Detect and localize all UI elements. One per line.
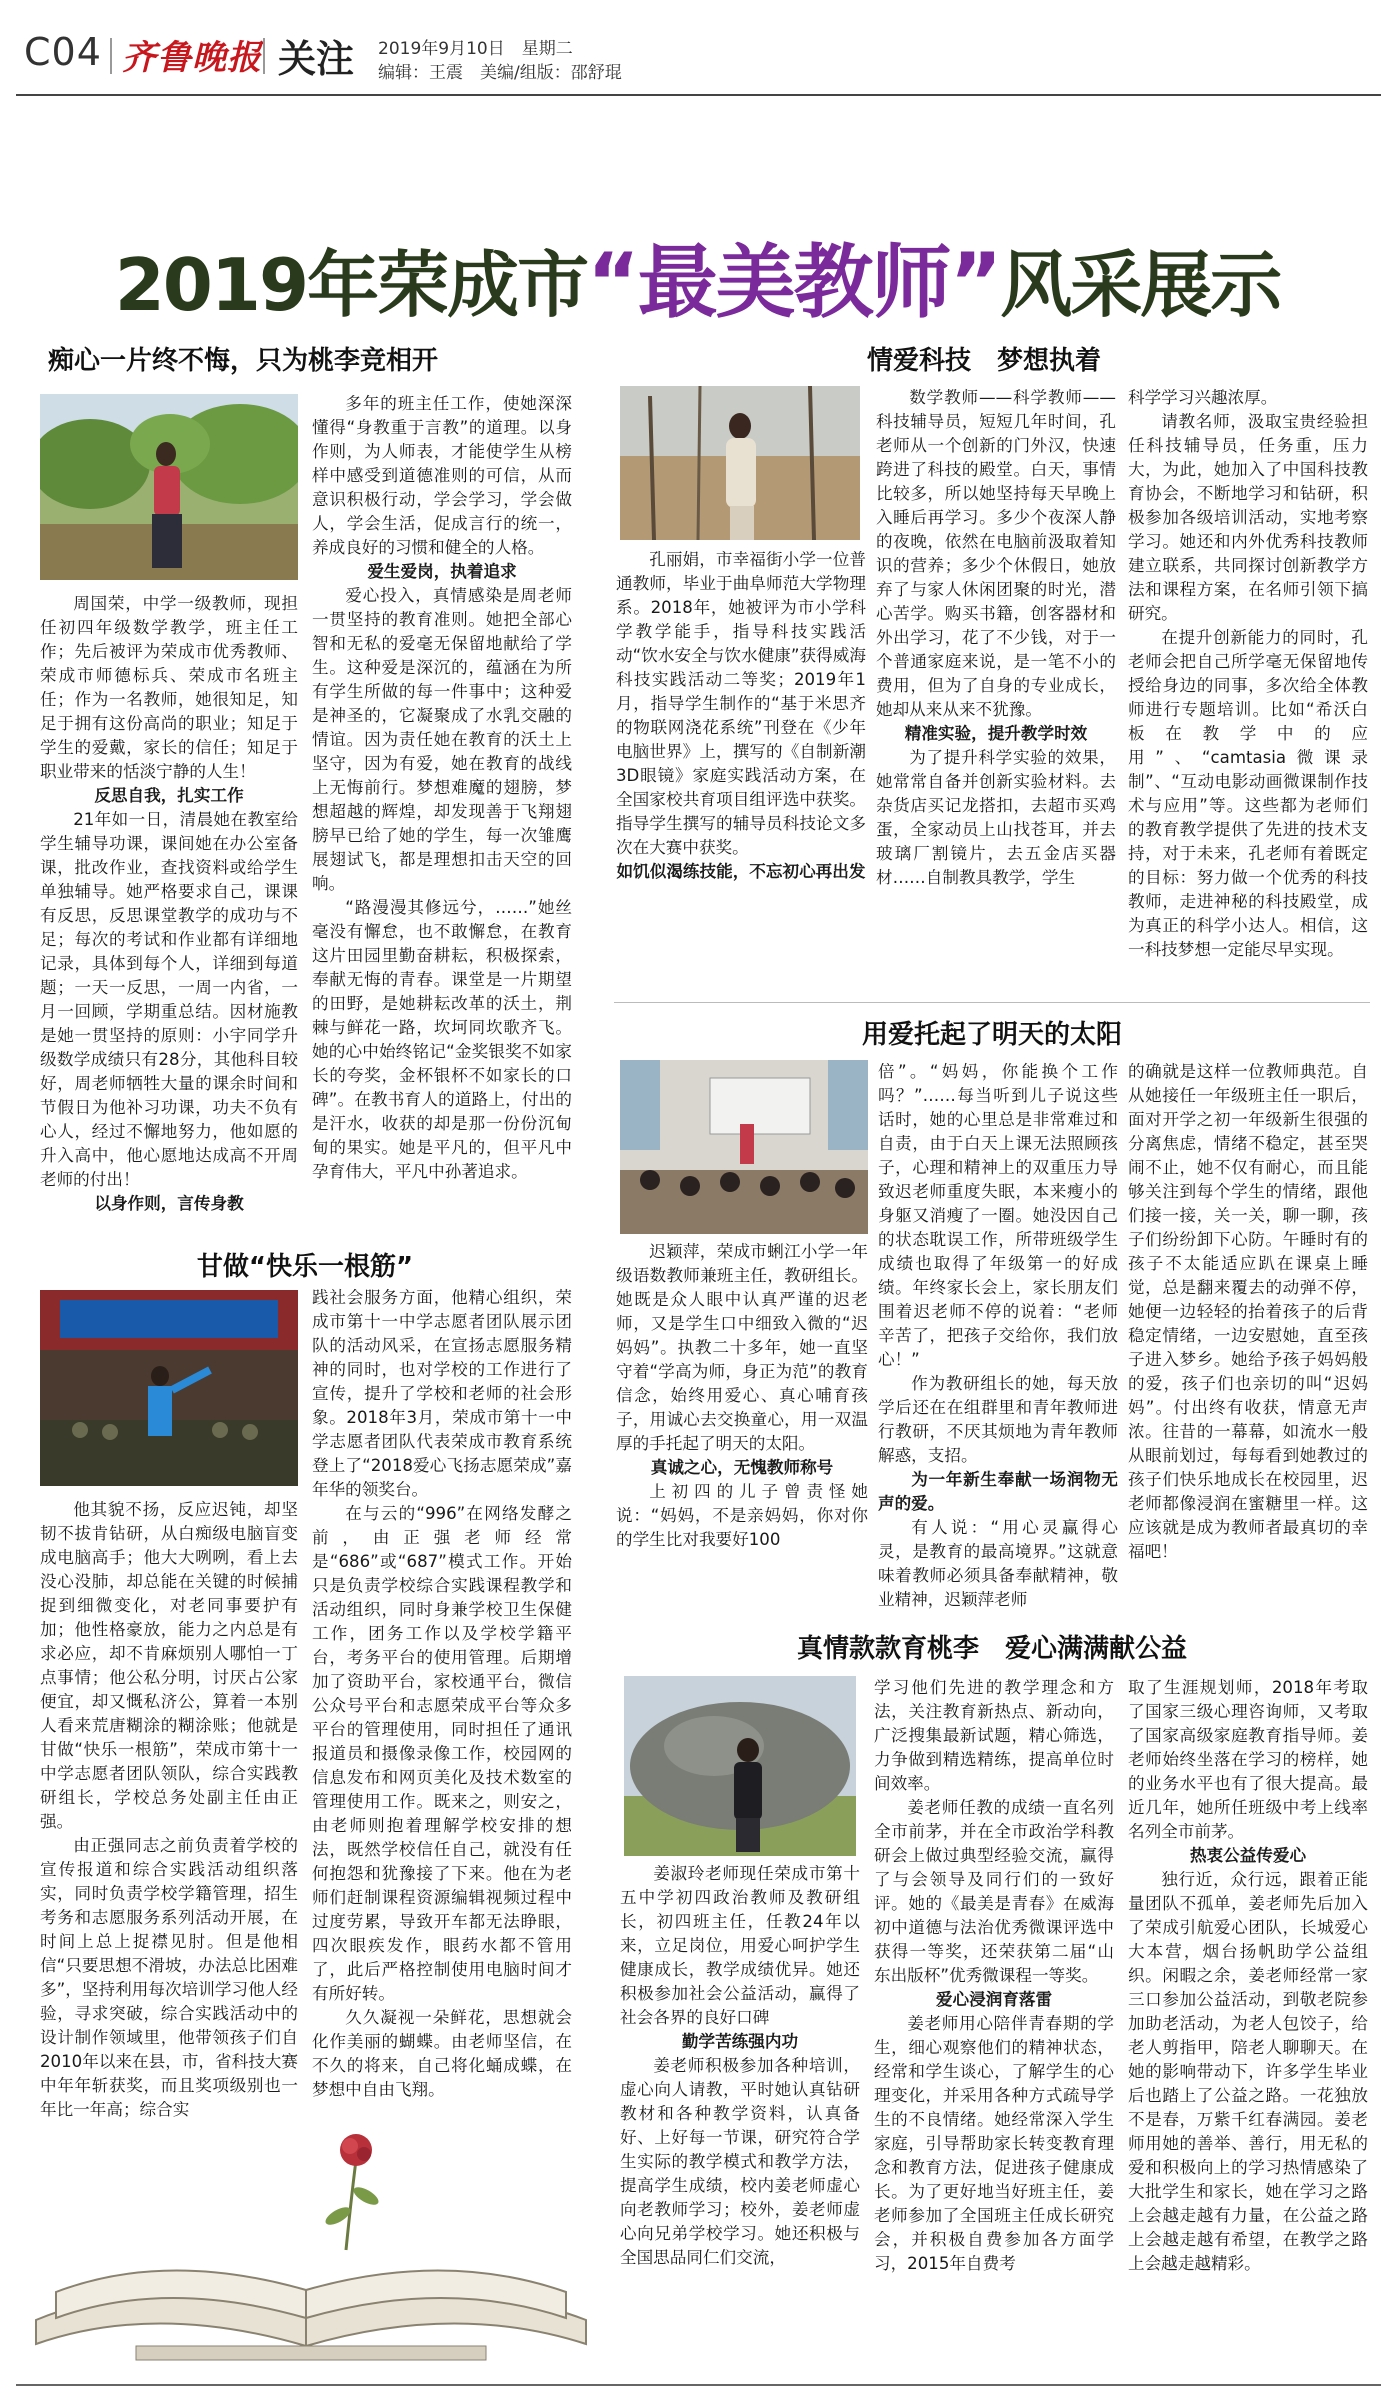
article2-para: 科学学习兴趣浓厚。 <box>1128 388 1278 407</box>
article1-para: 爱心投入，真情感染是周老师一贯坚持的教育准则。她把全部心智和无私的爱毫无保留地献给了学生。这种爱是深沉的，蕴涵在为所有学生所做的每一件事中；这种爱是神圣的，它凝聚成了水乳交融的情谊。因为责任她在教育的沃土上坚守，因为有爱，她在教育的战线上无悔前行。梦想难魔的翅膀，梦想超越的辉煌，却发现善于飞翔翅膀早已给了她的学生，每一次雏鹰展翅试飞，都是理想扣击天空的回响。 <box>312 586 572 893</box>
article1-subhead: 爱生爱岗，执着追求 <box>367 562 517 581</box>
article5-para: 学习他们先进的教学理念和方法，关注教育新热点、新动向，广泛搜集最新试题，精心筛选，力争做到精选精练，提高单位时间效率。 <box>874 1678 1114 1793</box>
teacher-photo-stage <box>40 1290 298 1486</box>
footer-rule <box>16 2384 1381 2386</box>
article4-subhead: 真诚之心，无愧教师称号 <box>650 1458 834 1477</box>
article2-para: 为了提升科学实验的效果，她常常自备并创新实验材料。去杂货店买记龙搭扣，去超市买鸡蛋，全家动员上山找苍耳，并去玻璃厂割镜片，去五金店买器材……自制教具教学，学生 <box>876 748 1116 887</box>
article5-subhead: 爱心浸润育落雷 <box>935 1990 1053 2009</box>
article4-para: 倍”。“妈妈，你能换个工作吗？”……每当听到儿子说这些话时，她的心里总是非常难过和自责，由于白天上课无法照顾孩子，心理和精神上的双重压力导致迟老师重度失眠，本来瘦小的身躯又消瘦了一圈。她没因自己的状态耽误工作，所带班级学生成绩也取得了年级第一的好成绩。年终家长会上，家长朋友们围着迟老师不停的说着：“老师辛苦了，把孩子交给你，我们放心！” <box>878 1062 1118 1369</box>
article2-photo <box>620 386 860 540</box>
article4-para: 迟颖萍，荣成市蜊江小学一年级语数教师兼班主任，教研组长。她既是众人眼中认真严谨的迟老师，又是学生口中细致入微的“迟妈妈”。执教二十多年，她一直坚守着“学高为师，身正为范”的教育信念，始终用爱心、真心哺育孩子，用诚心去交换童心，用一双温厚的手托起了明天的太阳。 <box>616 1242 868 1453</box>
books-and-flower-icon <box>16 2120 606 2370</box>
article3-col2 <box>312 1286 572 2118</box>
article2-subhead: 精准实验，提升教学时效 <box>904 724 1088 743</box>
banner-part2: “最美教师” <box>587 236 1001 329</box>
article2-subhead: 如饥似渴练技能，不忘初心再出发 <box>616 862 866 881</box>
article2-para: 请教名师，汲取宝贵经验担任科技辅导员，任务重，压力大，为此，她加入了中国科技教育协会，不断地学习和钻研，积极参加各级培训活动，实地考察学习。她还和内外优秀科技教师建立联系，共同探讨创新教学方法和课程方案，在名师引领下搞研究。 <box>1128 412 1368 623</box>
article4-para: 有人说：“用心灵赢得心灵，是教育的最高境界。”这就意味着教师必须具备奉献精神，敬业精神，迟颖萍老师 <box>878 1518 1118 1609</box>
article4-col1 <box>616 1240 868 1612</box>
article4-para: 的确就是这样一位教师典范。自从她接任一年级班主任一职后，面对开学之初一年级新生很强的分离焦虑，情绪不稳定，甚至哭闹不止，她不仅有耐心，而且能够关注到每个学生的情绪，跟他们接一接，关一关，聊一聊，孩子们纷纷卸下心防。午睡时有的孩子不太能适应趴在课桌上睡觉，总是翻来覆去的动弹不停，她便一边轻轻的抬着孩子的后背稳定情绪，一边安慰她，直至孩子进入梦乡。她给予孩子妈妈般的爱，孩子们也亲切的叫“迟妈妈”。付出终有收获，情意无声浓。往昔的一幕幕，如流水一般从眼前划过，每每看到她教过的孩子们快乐地成长在校园里，迟老师都像浸润在蜜糖里一样。这应该就是成为教师者最真切的幸福吧！ <box>1128 1062 1368 1561</box>
article3-para: 践社会服务方面，他精心组织，荣成市第十一中学志愿者团队展示团队的活动风采，在宣扬志愿服务精神的同时，也对学校的工作进行了宣传，提升了学校和老师的社会形象。2018年3月，荣成市第十一中学志愿者团队代表荣成市教育系统登上了“2018爱心飞扬志愿荣成”嘉年华的领奖台。 <box>312 1288 572 1499</box>
article5-col3 <box>1128 1676 1368 2342</box>
article4-subhead: 为一年新生奉献一场润物无声的爱。 <box>878 1470 1118 1513</box>
article5-para: 姜老师任教的成绩一直名列全市前茅，并在全市政治学科教研会上做过典型经验交流，赢得了与会领导及同行们的一致好评。她的《最美是青春》在威海初中道德与法治优秀微课评选中获得一等奖，还荣获第二届“山东出版杯”优秀微课程一等奖。 <box>874 1798 1114 1985</box>
article5-subhead: 热衷公益传爱心 <box>1189 1846 1307 1865</box>
article5-para: 取了生涯规划师，2018年考取了国家三级心理咨询师，又考取了国家高级家庭教育指导师。姜老师始终坐落在学习的榜样，她的业务水平也有了很大提高。最近几年，她所任班级中考上线率名列全市前茅。 <box>1128 1678 1368 1841</box>
article3-para: 久久凝视一朵鲜花，思想就会化作美丽的蝴蝶。由老师坚信，在不久的将来，自己将化蛹成蝶，在梦想中自由飞翔。 <box>312 2008 572 2099</box>
article1-subhead: 以身作则，言传身教 <box>94 1194 244 1213</box>
article1-col2 <box>312 392 572 1222</box>
article2-col1 <box>616 548 866 998</box>
article1-title: 痴心一片终不悔，只为桃李竞相开 <box>48 346 439 376</box>
article2-title: 情爱科技 梦想执着 <box>866 346 1101 376</box>
article2-para: 孔丽娟，市幸福街小学一位普通教师，毕业于曲阜师范大学物理系。2018年，她被评为市小学科学教学能手，指导科技实践活动“饮水安全与饮水健康”获得威海科技实践活动二等奖；2019年1月，指导学生制作的“基于米思齐的物联网浇花系统”刊登在《少年电脑世界》上，撰写的《自制新潮3D眼镜》家庭实践活动方案，在全国家校共育项目组评选中获奖。指导学生撰写的辅导员科技论文多次在大赛中获奖。 <box>616 550 866 857</box>
teacher-photo-autumn <box>620 386 860 540</box>
article3-para: 在与云的“996”在网络发酵之前，由正强老师经常是“686”或“687”模式工作。开始只是负责学校综合实践课程教学和活动组织，同时身兼学校卫生保健工作，团务工作以及学校学籍平台，考务平台的使用管理。后期增加了资助平台，家校通平台，微信公众号平台和志愿荣成平台等众多平台的管理使用，同时担任了通讯报道员和摄像录像工作，校园网的信息发布和网页美化及技术数室的管理使用工作。既来之，则安之，由老师则抱着理解学校安排的想法，既然学校信任自己，就没有任何抱怨和犹豫接了下来。他在为老师们赶制课程资源编辑视频过程中过度劳累，导致开车都无法睁眼，四次眼疾发作，眼药水都不管用了，此后严格控制使用电脑时间才有所好转。 <box>312 1504 572 2003</box>
banner-part1: 2019年荣成市 <box>114 243 588 327</box>
section-divider <box>614 1002 1370 1003</box>
banner-part3: 风采展示 <box>1000 243 1281 327</box>
article1-para: “路漫漫其修远兮，……”她丝毫没有懈怠，也不敢懈怠，在教育这片田园里勤奋耕耘，积极探索，奉献无悔的青春。课堂是一片期望的田野，是她耕耘改革的沃土，荆棘与鲜花一路，坎坷同坎歌齐飞。她的心中始终铭记“金奖银奖不如家长的夸奖，金杯银杯不如家长的口碑”。在教书育人的道路上，付出的是汗水，收获的却是那一份份沉甸甸的果实。她是平凡的，但平凡中孕育伟大，平凡中孙著追求。 <box>312 898 572 1181</box>
article5-col1 <box>620 1862 860 2342</box>
banner-title <box>0 218 1395 329</box>
article3-photo <box>40 1290 298 1486</box>
article1-col1 <box>40 592 298 1304</box>
article4-col3 <box>1128 1060 1368 1612</box>
teacher-photo-orchard <box>40 394 298 580</box>
section-title: 关注 <box>278 37 355 81</box>
article2-para: 数学教师——科学教师——科技辅导员，短短几年时间，孔老师从一个创新的门外汉，快速跨进了科技的殿堂。白天，事情比较多，所以她坚持每天早晚上入睡后再学习。多少个夜深人静的夜晚，依然在电脑前汲取着知识的营养；多少个休假日，她放弃了与家人休闲团聚的时光，潜心苦学。购买书籍，创客器材和外出学习，花了不少钱，对于一个普通家庭来说，是一笔不小的费用，但为了自身的专业成长，她却从来从来不犹豫。 <box>876 388 1116 719</box>
header-rule <box>16 94 1381 96</box>
teacher-photo-rock <box>624 1676 856 1856</box>
article1-para: 21年如一日，清晨她在教室给学生辅导功课，课间她在办公室备课，批改作业，查找资料或给学生单独辅导。她严格要求自己，课课有反思，反思课堂教学的成功与不足；每次的考试和作业都有详细地记录，具体到每个人，详细到每道题；一天一反思，一周一内省，一月一回顾，学期重总结。因材施教是她一贯坚持的原则：小宇同学升级数学成绩只有28分，其他科目较好，周老师牺牲大量的课余时间和节假日为他补习功课，功夫不负有心人，经过不懈地努力，他如愿的升入高中，他心愿地达成高不开周老师的付出！ <box>40 810 298 1189</box>
article5-photo <box>624 1676 856 1856</box>
header-divider <box>110 38 112 74</box>
article1-para: 周国荣，中学一级教师，现担任初四年级数学教学，班主任工作；先后被评为荣成市优秀教师、荣成市师德标兵、荣成市名班主任；作为一名教师，她很知足，知足于拥有这份高尚的职业；知足于学生的爱戴，家长的信任；知足于职业带来的恬淡宁静的人生！ <box>40 594 298 781</box>
article1-subhead: 反思自我，扎实工作 <box>94 786 244 805</box>
article3-title: 甘做“快乐一根筋” <box>196 1252 414 1282</box>
page-number: C04 <box>24 30 102 74</box>
article5-para: 独行近，众行远，跟着正能量团队不孤单，姜老师先后加入了荣成引航爱心团队，长城爱心大本营，烟台扬帆助学公益组织。闲暇之余，姜老师经常一家三口参加公益活动，到敬老院参加助老活动，为老人包饺子，给老人剪指甲，陪老人聊聊天。在她的影响带动下，许多学生毕业后也踏上了公益之路。一花独放不是春，万紫千红春满园。姜老师用她的善举、善行，用无私的爱和积极向上的学习热情感染了大批学生和家长，她在学习之路上会越走越有力量，在公益之路上会越走越有希望，在教学之路上会越走越精彩。 <box>1128 1870 1368 2273</box>
article4-para: 上初四的儿子曾责怪她说：“妈妈，不是亲妈妈，你对你的学生比对我要好100 <box>616 1482 868 1549</box>
article4-para: 作为教研组长的她，每天放学后还在在组群里和青年教师进行教研，不厌其烦地为青年教师解惑，支招。 <box>878 1374 1118 1465</box>
article4-title: 用爱托起了明天的太阳 <box>861 1020 1122 1050</box>
article4-photo <box>620 1060 868 1234</box>
article2-col2 <box>876 386 1116 998</box>
classroom-photo <box>620 1060 868 1234</box>
article1-photo <box>40 394 298 580</box>
books-and-flower-decoration <box>16 2120 606 2370</box>
article2-col3 <box>1128 386 1368 998</box>
article5-para: 姜老师积极参加各种培训，虚心向人请教，平时她认真钻研教材和各种教学资料，认真备好、上好每一节课，研究符合学生实际的教学模式和教学方法，提高学生成绩，校内姜老师虚心向老教师学习；校外，姜老师虚心向兄弟学校学习。她还积极与全国思品同仁们交流， <box>620 2056 860 2267</box>
article5-title: 真情款款育桃李 爱心满满献公益 <box>796 1634 1187 1664</box>
article3-para: 由正强同志之前负责着学校的宣传报道和综合实践活动组织落实，同时负责学校学籍管理，招生考务和志愿服务系列活动开展，在时间上总上捉襟见肘。但是他相信“只要思想不滑坡，办法总比困难多”，坚持利用每次培训学习他人经验，寻求突破，综合实践活动中的设计制作领域里，他带领孩子们自2010年以来在县，市，省科技大赛中年年斩获奖，而且奖项级别也一年比一年高；综合实 <box>40 1836 298 2118</box>
issue-date: 2019年9月10日 星期二 <box>378 39 573 59</box>
paper-logo: 齐鲁晚报 <box>122 38 262 78</box>
article1-para: 多年的班主任工作，使她深深懂得“身教重于言教”的道理。以身作则，为人师表，才能使学生从榜样中感受到道德准则的可信，从而意识积极行动，学会学习，学会做人，学会生活，促成言行的统一，养成良好的习惯和健全的人格。 <box>312 394 572 557</box>
article5-para: 姜淑玲老师现任荣成市第十五中学初四政治教师及教研组长，初四班主任，任教24年以来，立足岗位，用爱心呵护学生健康成长，教学成绩优异。她还积极参加社会公益活动，赢得了社会各界的良好口碑 <box>620 1864 860 2027</box>
header-divider-2 <box>263 38 265 74</box>
article2-para: 在提升创新能力的同时，孔老师会把自己所学毫无保留地传授给身边的同事，多次给全体教师进行专题培训。比如“希沃白板在教学中的应用”、“camtasia微课录制”、“互动电影动画微课制作技术与应用”等。这些都为老师们的教育教学提供了先进的技术支持，对于未来，孔老师有着既定的目标：努力做一个优秀的科技教师，走进神秘的科技殿堂，成为真正的科学小达人。相信，这一科技梦想一定能尽早实现。 <box>1128 628 1368 959</box>
article3-col1 <box>40 1498 298 2118</box>
article4-col2 <box>878 1060 1118 1612</box>
editor-credit: 编辑：王震 美编/组版：邵舒琨 <box>378 63 622 83</box>
article3-para: 他其貌不扬，反应迟钝，却坚韧不拔肯钻研，从白痴级电脑盲变成电脑高手；他大大咧咧，看上去没心没肺，却总能在关键的时候捕捉到细微变化，对老同事要护有加；他性格豪放，能力之内总是有求必应，却不肯麻烦别人哪怕一丁点事情；他公私分明，讨厌占公家便宜，却又慨私济公，算着一本别人看来荒唐糊涂的糊涂账；他就是甘做“快乐一根筋”，荣成市第十一中学志愿者团队领队，综合实践教研组长，学校总务处副主任由正强。 <box>40 1500 298 1831</box>
page-header <box>0 0 1395 100</box>
article5-col2 <box>874 1676 1114 2342</box>
article5-para: 姜老师用心陪伴青春期的学生，细心观察他们的精神状态，经常和学生谈心，了解学生的心理变化，并采用各种方式疏导学生的不良情绪。她经常深入学生家庭，引导帮助家长转变教育理念和教育方法，促进孩子健康成长。为了更好地当好班主任，姜老师参加了全国班主任成长研究会，并积极自费参加各方面学习，2015年自费考 <box>874 2014 1114 2273</box>
article5-subhead: 勤学苦练强内功 <box>681 2032 799 2051</box>
